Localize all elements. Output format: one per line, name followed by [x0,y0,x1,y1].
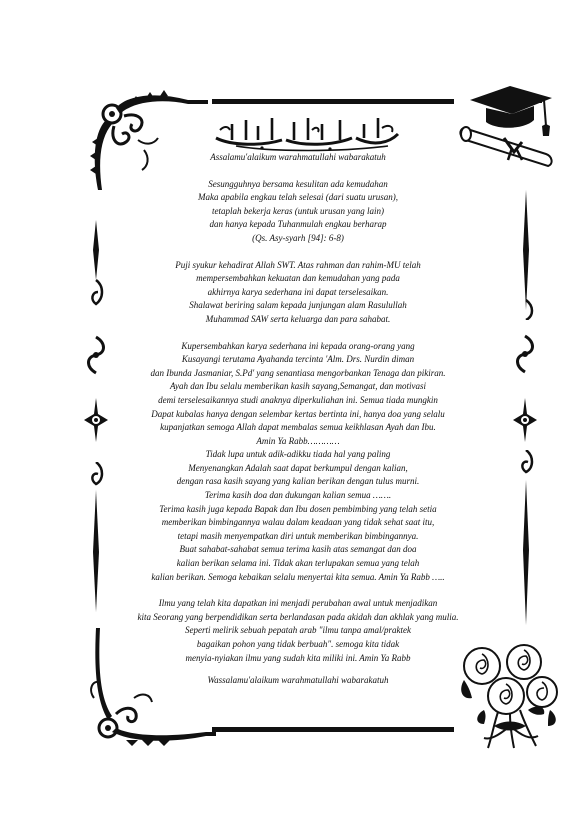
right-scroll-ornament [513,334,537,374]
bismillah-calligraphy [212,116,402,152]
dedication-line: kalian berikan selama ini. Tidak akan terlupakan semua yang telah [176,558,420,569]
top-border-bar [212,99,454,104]
left-star-ornament [84,398,108,442]
dedication-line: Tidak lupa untuk adik-adikku tiada hal yang paling [205,449,391,460]
dedication-line: kalian berikan. Semoga kebaikan selalu menyertai kita semua. Amin Ya Rabb ….. [151,571,445,582]
dedication-line: dan Ibunda Jasmaniar, S.Pd' yang senantiasa mengorbankan Tenaga dan pikiran. [150,367,446,378]
dedication-line: Terima kasih doa dan dukungan kalian semua ……. [204,490,392,501]
dedication-line: Kupersembahkan karya sederhana ini kepada orang-orang yang [181,340,415,351]
closing-line: Ilmu yang telah kita dapatkan ini menjadi perubahan awal untuk menjadikan [158,598,438,609]
dedication-line: Ayah dan Ibu selalu memberikan kasih sayang,Semangat, dan motivasi [170,381,426,392]
right-flourish-top [516,190,536,320]
opening-greeting: Assalamu'alaikum warahmatullahi wabarakatuh [210,152,386,162]
closing-line: bagaikan pohon yang tidak berbuah". semoga kita tidak [196,639,400,649]
verse-line: Sesungguhnya bersama kesulitan ada kemudahan [208,178,388,189]
left-scroll-ornament [84,335,108,375]
dedication-line: tetapi masih menyempatkan diri untuk memberikan bimbingannya. [177,530,419,541]
closing-line: Seperti melirik sebuah pepatah arab "ilmu tanpa amal/praktek [185,625,411,636]
dedication-line: Amin Ya Rabb………… [256,435,340,446]
gratitude-line: Shalawat beriring salam kepada junjungan alam Rasulullah [189,300,407,311]
dedication-line: Buat sahabat-sahabat semua terima kasih atas semangat dan doa [179,544,417,555]
dedication-line: dengan rasa kasih sayang yang kalian berikan dengan tulus murni. [176,476,420,487]
dedication-line: kupanjatkan semoga Allah dapat membalas semua keikhlasan Ayah dan Ibu. [160,422,436,433]
left-flourish-top [86,220,106,310]
verse-line: dan hanya kepada Tuhanmulah engkau berharap [209,219,387,230]
dedication-line: demi terselesaikannya studi anaknya diperkuliahan ini. Semua tiada mungkin [158,394,438,405]
dedication-line: Dapat kubalas hanya dengan selembar kertas bertinta ini, hanya doa yang selalu [151,408,445,419]
gratitude-line: Puji syukur kehadirat Allah SWT. Atas rahman dan rahim-MU telah [175,259,421,270]
dedication-line: Kusayangi terutama Ayahanda tercinta 'Alm. Drs. Nurdin diman [181,354,415,365]
dedication-text [118,151,478,688]
gratitude-line: mempersembahkan kekuatan dan kemudahan yang pada [196,273,400,284]
gratitude-line: Muhammad SAW serta keluarga dan para sahabat. [205,313,391,324]
closing-line: menyia-nyiakan ilmu yang sudah kita miliki ini. Amin Ya Rabb [185,652,411,663]
closing-greeting: Wassalamu'alaikum warahmatullahi wabarakatuh [207,675,389,686]
dedication-line: Terima kasih juga kepada Bapak dan Ibu dosen pembimbing yang telah setia [159,503,437,514]
right-star-ornament [513,398,537,442]
gratitude-line: akhirnya karya sederhana ini dapat terselesaikan. [207,286,389,297]
dedication-line: memberikan bimbingannya walau dalam keadaan yang tidak sehat saat itu, [161,517,435,528]
verse-citation: (Qs. Asy-syarh [94]: 6-8) [252,232,344,243]
left-flourish-bottom [86,462,106,612]
verse-line: Maka apabila engkau telah selesai (dari suatu urusan), [198,192,398,203]
dedication-line: Menyenangkan Adalah saat dapat berkumpul dengan kalian, [188,462,408,473]
bottom-border-bar [212,727,454,732]
closing-line: kita Seorang yang berpendidikan serta berlandasan pada akidah dan akhlak yang mulia. [137,611,459,622]
verse-line: tetaplah bekerja keras (untuk urusan yang lain) [212,205,384,216]
right-flourish-bottom [516,450,536,630]
